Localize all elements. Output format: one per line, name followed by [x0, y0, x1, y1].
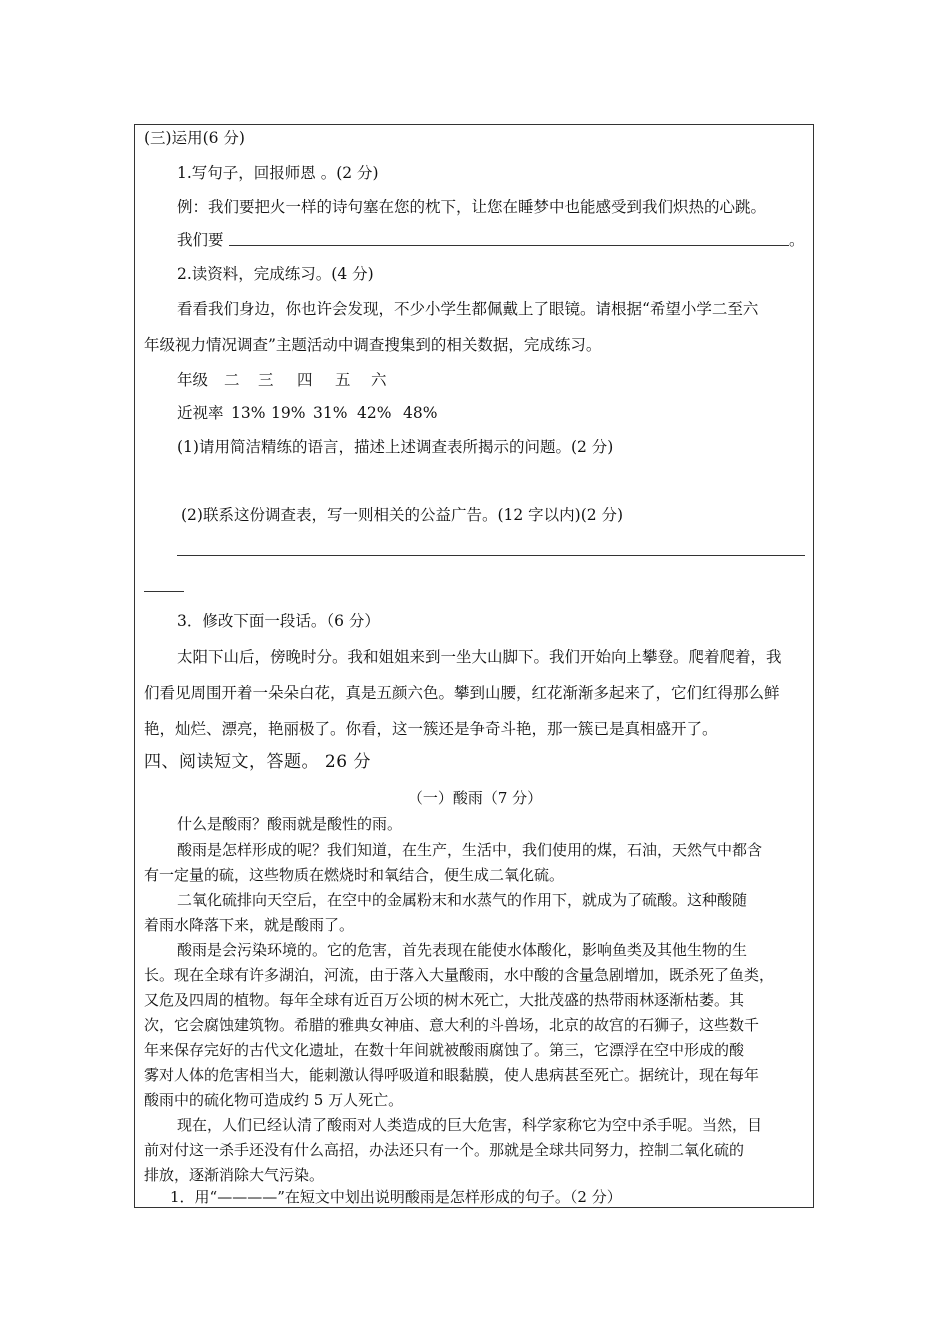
q3-line: 们看见周围开着一朵朵白花，真是五颜六色。攀到山腰，红花渐渐多起来了，它们红得那么鲜: [144, 684, 780, 702]
q2-sub1: (1)请用简洁精练的语言，描述上述调查表所揭示的问题。(2 分): [177, 438, 614, 456]
rate-label: 近视率: [177, 404, 224, 422]
passage-line: 有一定量的硫，这些物质在燃烧时和氧结合，便生成二氧化硫。: [144, 866, 565, 884]
passage-line: 雾对人体的危害相当大，能刺激认得呼吸道和眼黏膜，使人患病甚至死亡。据统计，现在每年: [144, 1066, 760, 1084]
section3-title: (三)运用(6 分): [144, 129, 245, 147]
passage-line: 二氧化硫排向天空后，在空中的金属粉末和水蒸气的作用下，就成为了硫酸。这种酸随: [177, 891, 748, 909]
section4-title: 四、阅读短文，答题。 26 分: [144, 752, 371, 772]
q2-sub2: (2)联系这份调查表，写一则相关的公益广告。(12 字以内)(2 分): [181, 506, 624, 524]
q3-line: 艳，灿烂、漂亮，艳丽极了。你看，这一簇还是争奇斗艳，那一簇已是真相盛开了。: [144, 720, 718, 738]
q1-answer-prefix: 我们要: [177, 231, 224, 249]
q2-answer-line[interactable]: [177, 555, 805, 556]
q2-answer-line-continued[interactable]: [144, 591, 184, 592]
grade-cell: 三: [258, 371, 274, 389]
rate-cell: 48%: [403, 404, 438, 422]
passage-line: 现在，人们已经认清了酸雨对人类造成的巨大危害，科学家称它为空中杀手呢。当然，目: [177, 1116, 763, 1134]
passage-line: 酸雨是怎样形成的呢？我们知道，在生产，生活中，我们使用的煤，石油，天然气中都含: [177, 841, 763, 859]
rate-cell: 19%: [271, 404, 306, 422]
passage-line: 又危及四周的植物。每年全球有近百万公顷的树木死亡，大批茂盛的热带雨林逐渐枯萎。其: [144, 991, 745, 1009]
q2-prompt: 2.读资料，完成练习。(4 分): [177, 265, 374, 283]
passage-line: 酸雨中的硫化物可造成约 5 万人死亡。: [144, 1091, 404, 1109]
passage-line: 酸雨是会污染环境的。它的危害，首先表现在能使水体酸化，影响鱼类及其他生物的生: [177, 941, 748, 959]
passage-line: 前对付这一杀手还没有什么高招，办法还只有一个。那就是全球共同努力，控制二氧化硫的: [144, 1141, 745, 1159]
q1-example: 例：我们要把火一样的诗句塞在您的枕下，让您在睡梦中也能感受到我们炽热的心跳。: [177, 198, 767, 216]
q2-intro-line2: 年级视力情况调查”主题活动中调查搜集到的相关数据，完成练习。: [144, 336, 602, 354]
grade-cell: 六: [371, 371, 387, 389]
grade-cell: 二: [224, 371, 240, 389]
q1-answer-line[interactable]: [229, 245, 789, 246]
rate-cell: 42%: [357, 404, 392, 422]
q2-intro-line1: 看看我们身边，你也许会发现，不少小学生都佩戴上了眼镜。请根据“希望小学二至六: [177, 300, 759, 318]
passage-line: 着雨水降落下来，就是酸雨了。: [144, 916, 355, 934]
q3-line: 太阳下山后，傍晚时分。我和姐姐来到一坐大山脚下。我们开始向上攀登。爬着爬着，我: [177, 648, 782, 666]
rate-cell: 31%: [313, 404, 348, 422]
passage-line: 长。现在全球有许多湖泊，河流，由于落入大量酸雨，水中酸的含量急剧增加，既杀死了鱼类，: [144, 966, 775, 984]
passage-line: 年来保存完好的古代文化遗址，在数十年间就被酸雨腐蚀了。第三，它漂浮在空中形成的酸: [144, 1041, 745, 1059]
q3-prompt: 3．修改下面一段话。（6 分）: [177, 612, 380, 630]
grade-cell: 五: [335, 371, 351, 389]
reading-question-1: 1．用“————”在短文中划出说明酸雨是怎样形成的句子。（2 分）: [170, 1188, 622, 1206]
rate-cell: 13%: [231, 404, 266, 422]
passage-line: 次，它会腐蚀建筑物。希腊的雅典女神庙、意大利的斗兽场，北京的故宫的石狮子，这些数千: [144, 1016, 760, 1034]
grade-cell: 四: [297, 371, 313, 389]
q1-prompt: 1.写句子，回报师恩 。(2 分): [177, 164, 379, 182]
passage-title: （一）酸雨（7 分）: [407, 789, 543, 807]
q1-answer-suffix: 。: [789, 231, 805, 249]
passage-line: 什么是酸雨？酸雨就是酸性的雨。: [177, 815, 403, 833]
grade-label: 年级: [177, 371, 209, 389]
passage-line: 排放，逐渐消除大气污染。: [144, 1166, 325, 1184]
